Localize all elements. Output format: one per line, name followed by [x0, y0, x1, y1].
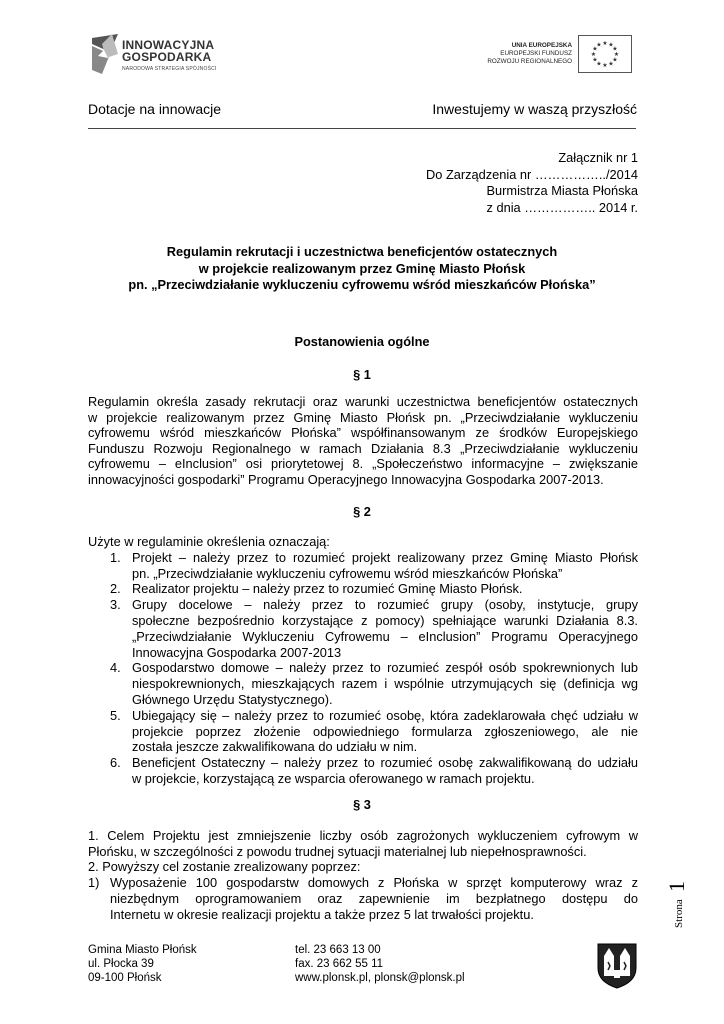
s2-intro: Użyte w regulaminie określenia oznaczają: [88, 534, 330, 549]
list-item-line: społeczne bezpośrednio korzystające z pomocy) spełniające warunki Działania 8.3. [132, 612, 638, 628]
list-item-line: Projekt – należy przez to rozumieć projekt realizowany przez Gminę Miasto Płońsk [132, 549, 638, 565]
list-item [110, 755, 638, 787]
list-item [110, 708, 638, 755]
annex-line3: Burmistrza Miasta Płońska [486, 183, 638, 198]
svg-text:★: ★ [596, 60, 602, 68]
list-item-line: Internetu w okresie realizacji projektu a także przez 5 lat trwałości projektu. [110, 906, 534, 922]
list-item [110, 597, 638, 660]
eu-line3: ROZWOJU REGIONALNEGO [487, 58, 572, 65]
eu-line2: EUROPEJSKI FUNDUSZ [500, 50, 572, 57]
list-item-line: niezbędnym oprogramowaniem oraz zapewnienie im bezpłatnego dostępu do [110, 890, 638, 906]
list-item-line: „Przeciwdziałanie Wykluczeniu Cyfrowemu – eInclusion” Programu Operacyjnego [132, 628, 638, 644]
ig-logo-subtitle: NARODOWA STRATEGIA SPÓJNOŚCI [122, 66, 217, 72]
footer-fax: fax. 23 662 55 11 [295, 958, 384, 970]
footer-street: ul. Płocka 39 [88, 958, 154, 970]
svg-text:★: ★ [596, 41, 602, 49]
list-item-line: projekcie poprzez złożenie odpowiedniego formularza zgłoszeniowego, ale nie [132, 723, 638, 739]
s1-line: cyfrowemu wśród mieszkańców Płońska” współfinansowanym ze środków Europejskiego [88, 425, 638, 441]
s1-line: innowacyjności gospodarki” Programu Operacyjnego Innowacyjna Gospodarka 2007-2013. [88, 471, 604, 487]
s3-list [88, 875, 638, 922]
s3-paragraph [88, 828, 638, 875]
tagline-right: Inwestujemy w waszą przyszłość [432, 101, 637, 117]
page-number-value: 1 [664, 881, 689, 892]
list-item [110, 660, 638, 707]
s1-line: w projekcie realizowanym przez Gminę Miasto Płońsk pn. „Przeciwdziałanie wykluczeniu [88, 409, 638, 425]
svg-text:★: ★ [608, 41, 614, 49]
footer-contact [295, 943, 465, 985]
list-item-number: 2. [110, 581, 121, 597]
ig-logo-text [122, 39, 214, 63]
ig-logo-line1: INNOWACYJNA [122, 38, 215, 52]
list-item-line: niespokrewnionych, mieszkających razem i wspólnie utrzymujących się (definicja wg [132, 676, 638, 692]
annex-line2: Do Zarządzenia nr ……………../2014 [426, 166, 638, 182]
footer-org: Gmina Miasto Płońsk [88, 944, 197, 956]
s1-line: Regulamin określa zasady rekrutacji oraz warunki uczestnictwa beneficjentów ostatecznych [88, 394, 638, 409]
s3-line: 1. Celem Projektu jest zmniejszenie liczby osób zagrożonych wykluczeniem cyfrowym w [88, 828, 638, 843]
footer-city: 09-100 Płońsk [88, 972, 162, 984]
s3-line: Płońsku, w szczególności z powodu trudnej sytuacji materialnej lub niepełnosprawności. [88, 843, 587, 859]
footer-address [88, 943, 197, 985]
title-line3: pn. „Przeciwdziałanie wykluczeniu cyfrowemu wśród mieszkańców Płońska” [128, 277, 596, 292]
header-divider [88, 128, 636, 129]
list-item-line: Gospodarstwo domowe – należy przez to rozumieć zespół osób spokrewnionych lub [132, 660, 638, 676]
footer-tel: tel. 23 663 13 00 [295, 944, 381, 956]
svg-text:★: ★ [602, 62, 608, 69]
s1-paragraph [88, 394, 638, 488]
list-item-line: pn. „Przeciwdziałanie wykluczeniu cyfrowemu wśród mieszkańców Płońska” [132, 565, 563, 581]
list-item-number: 3. [110, 597, 121, 613]
s3-line: 2. Powyższy cel zostanie zrealizowany poprzez: [88, 859, 361, 875]
annex-block [380, 150, 638, 216]
page-number [660, 870, 690, 930]
list-item-line: Grupy docelowe – należy przez to rozumieć grupy (osoby, instytucje, grupy [132, 597, 638, 613]
ig-logo-line2: GOSPODARKA [122, 50, 212, 64]
list-item-line: Ubiegający się – należy przez to rozumieć osobę, która zadeklarowała chęć udziału w [132, 707, 638, 723]
tagline-left: Dotacje na innowacje [88, 101, 222, 117]
s1-heading: § 1 [353, 367, 371, 382]
list-item-number: 1. [110, 549, 121, 565]
title-line1: Regulamin rekrutacji i uczestnictwa beneficjentów ostatecznych [166, 244, 558, 259]
svg-text:★: ★ [590, 51, 597, 58]
list-item-line: Wyposażenie 100 gospodarstw domowych z Płońska w sprzęt komputerowy wraz z [110, 875, 638, 890]
list-item-number: 1) [88, 875, 100, 890]
eu-logo-text [470, 42, 572, 66]
list-item-number: 5. [110, 707, 121, 723]
list-item-line: Realizator projektu – należy przez to rozumieć Gminę Miasto Płońsk. [132, 581, 523, 597]
svg-text:★: ★ [612, 56, 618, 64]
list-item [110, 581, 638, 597]
list-item-line: Innowacyjna Gospodarka 2007-2013 [132, 644, 342, 660]
s3-heading: § 3 [353, 797, 371, 812]
list-item-line: Beneficjent Ostateczny – należy przez to rozumieć osobę zakwalifikowaną do udziału [132, 755, 638, 771]
list-item-line: Głównego Urzędu Statystycznego). [132, 691, 333, 707]
svg-text:★: ★ [612, 45, 618, 53]
eu-flag-icon [578, 35, 632, 73]
annex-line4: z dnia …………….. 2014 r. [486, 199, 638, 215]
list-item-line: została jeszcze zakwalifikowana do udziału w nim. [132, 739, 418, 755]
list-item-number: 6. [110, 755, 121, 771]
title-line2: w projekcie realizowanym przez Gminę Miasto Płońsk [198, 260, 526, 276]
city-crest-icon [596, 942, 638, 990]
footer-web: www.plonsk.pl, plonsk@plonsk.pl [295, 972, 465, 984]
list-item-line: w projekcie, korzystającą ze wsparcia oferowanego w ramach projektu. [132, 770, 535, 786]
svg-text:★: ★ [602, 40, 608, 47]
svg-text:★: ★ [608, 60, 614, 68]
s1-line: Funduszu Rozwoju Regionalnego w ramach Działania 8.3 „Przeciwdziałanie wykluczeniu [88, 440, 638, 456]
annex-line1: Załącznik nr 1 [558, 150, 638, 165]
section-general-heading: Postanowienia ogólne [294, 334, 430, 349]
page-label: Strona [673, 899, 685, 928]
eu-line1: UNIA EUROPEJSKA [511, 42, 572, 49]
svg-text:★: ★ [592, 56, 598, 64]
list-item-number: 4. [110, 660, 121, 676]
svg-text:★: ★ [592, 45, 598, 53]
document-title [88, 244, 636, 294]
s1-line: cyfrowemu – eInclusion” osi priorytetowej 8. „Społeczeństwo informacyjne – zwiększanie [88, 456, 638, 472]
s2-heading: § 2 [353, 504, 371, 519]
svg-text:★: ★ [613, 51, 620, 58]
list-item [110, 550, 638, 582]
list-item [88, 875, 638, 922]
s2-definitions [88, 534, 638, 787]
